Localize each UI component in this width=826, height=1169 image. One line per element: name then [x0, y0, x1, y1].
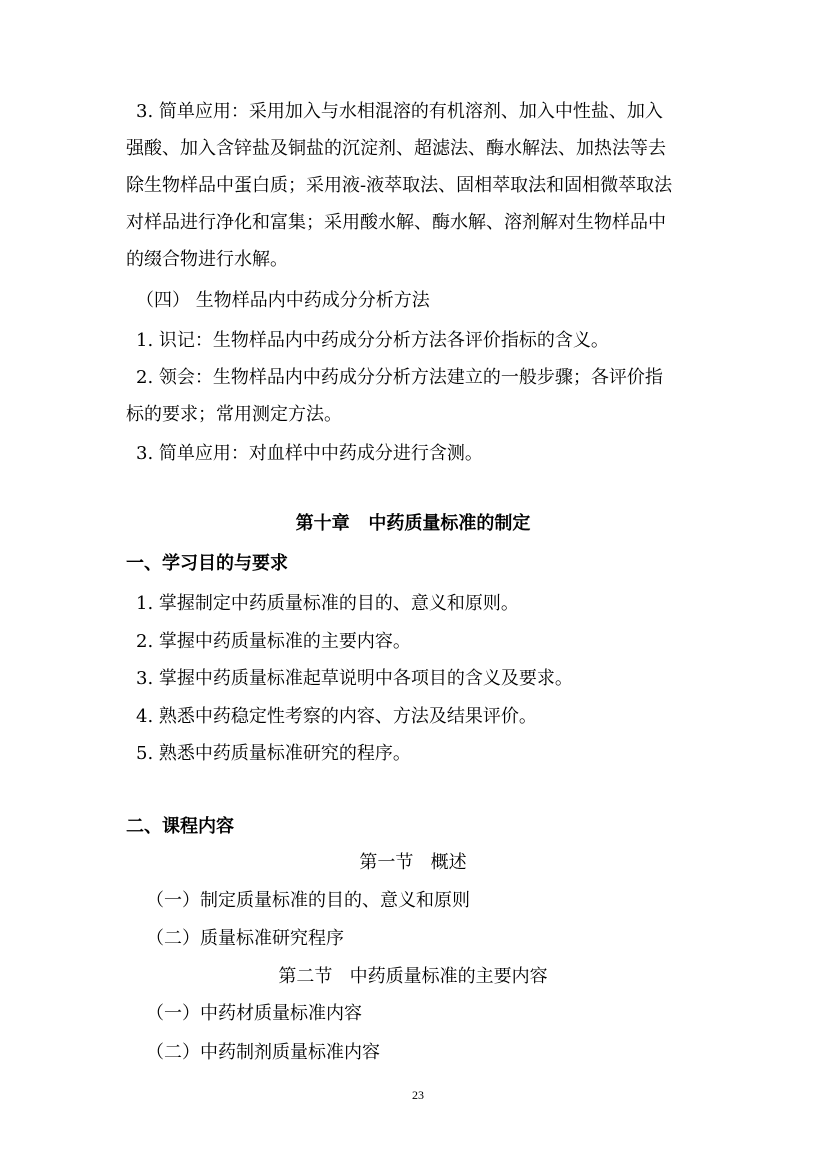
- section-1-item-1: （一）制定质量标准的目的、意义和原则: [146, 890, 470, 911]
- section-2-title: 第二节 中药质量标准的主要内容: [278, 966, 548, 987]
- objective-item-2: 2. 掌握中药质量标准的主要内容。: [136, 631, 411, 652]
- apply-line-1: 3. 简单应用：采用加入与水相混溶的有机溶剂、加入中性盐、加入: [136, 101, 663, 122]
- content-heading: 二、课程内容: [126, 816, 234, 837]
- section-1-item-2: （二）质量标准研究程序: [146, 928, 344, 949]
- objective-item-4: 4. 熟悉中药稳定性考察的内容、方法及结果评价。: [136, 706, 537, 727]
- section-four-item-2-line-2: 标的要求；常用测定方法。: [126, 404, 342, 425]
- objectives-heading: 一、学习目的与要求: [126, 553, 288, 574]
- apply-line-4: 对样品进行净化和富集；采用酸水解、酶水解、溶剂解对生物样品中: [126, 212, 666, 233]
- section-2-item-1: （一）中药材质量标准内容: [146, 1003, 362, 1024]
- objective-item-5: 5. 熟悉中药质量标准研究的程序。: [136, 743, 411, 764]
- section-four-item-3: 3. 简单应用：对血样中中药成分进行含测。: [136, 443, 483, 464]
- apply-line-3: 除生物样品中蛋白质；采用液-液萃取法、固相萃取法和固相微萃取法: [126, 175, 673, 196]
- page-number: 23: [412, 1088, 424, 1102]
- apply-line-5: 的缀合物进行水解。: [126, 249, 288, 270]
- objective-item-1: 1. 掌握制定中药质量标准的目的、意义和原则。: [136, 593, 519, 614]
- chapter-title: 第十章 中药质量标准的制定: [295, 513, 531, 534]
- section-four-heading: （四） 生物样品内中药成分分析方法: [136, 290, 430, 311]
- section-1-title: 第一节 概述: [359, 852, 467, 873]
- apply-line-2: 强酸、加入含锌盐及铜盐的沉淀剂、超滤法、酶水解法、加热法等去: [126, 138, 666, 159]
- section-2-item-2: （二）中药制剂质量标准内容: [146, 1042, 380, 1063]
- objective-item-3: 3. 掌握中药质量标准起草说明中各项目的含义及要求。: [136, 668, 573, 689]
- section-four-item-2-line-1: 2. 领会：生物样品内中药成分分析方法建立的一般步骤；各评价指: [136, 367, 663, 388]
- section-four-item-1: 1. 识记：生物样品内中药成分分析方法各评价指标的含义。: [136, 330, 609, 351]
